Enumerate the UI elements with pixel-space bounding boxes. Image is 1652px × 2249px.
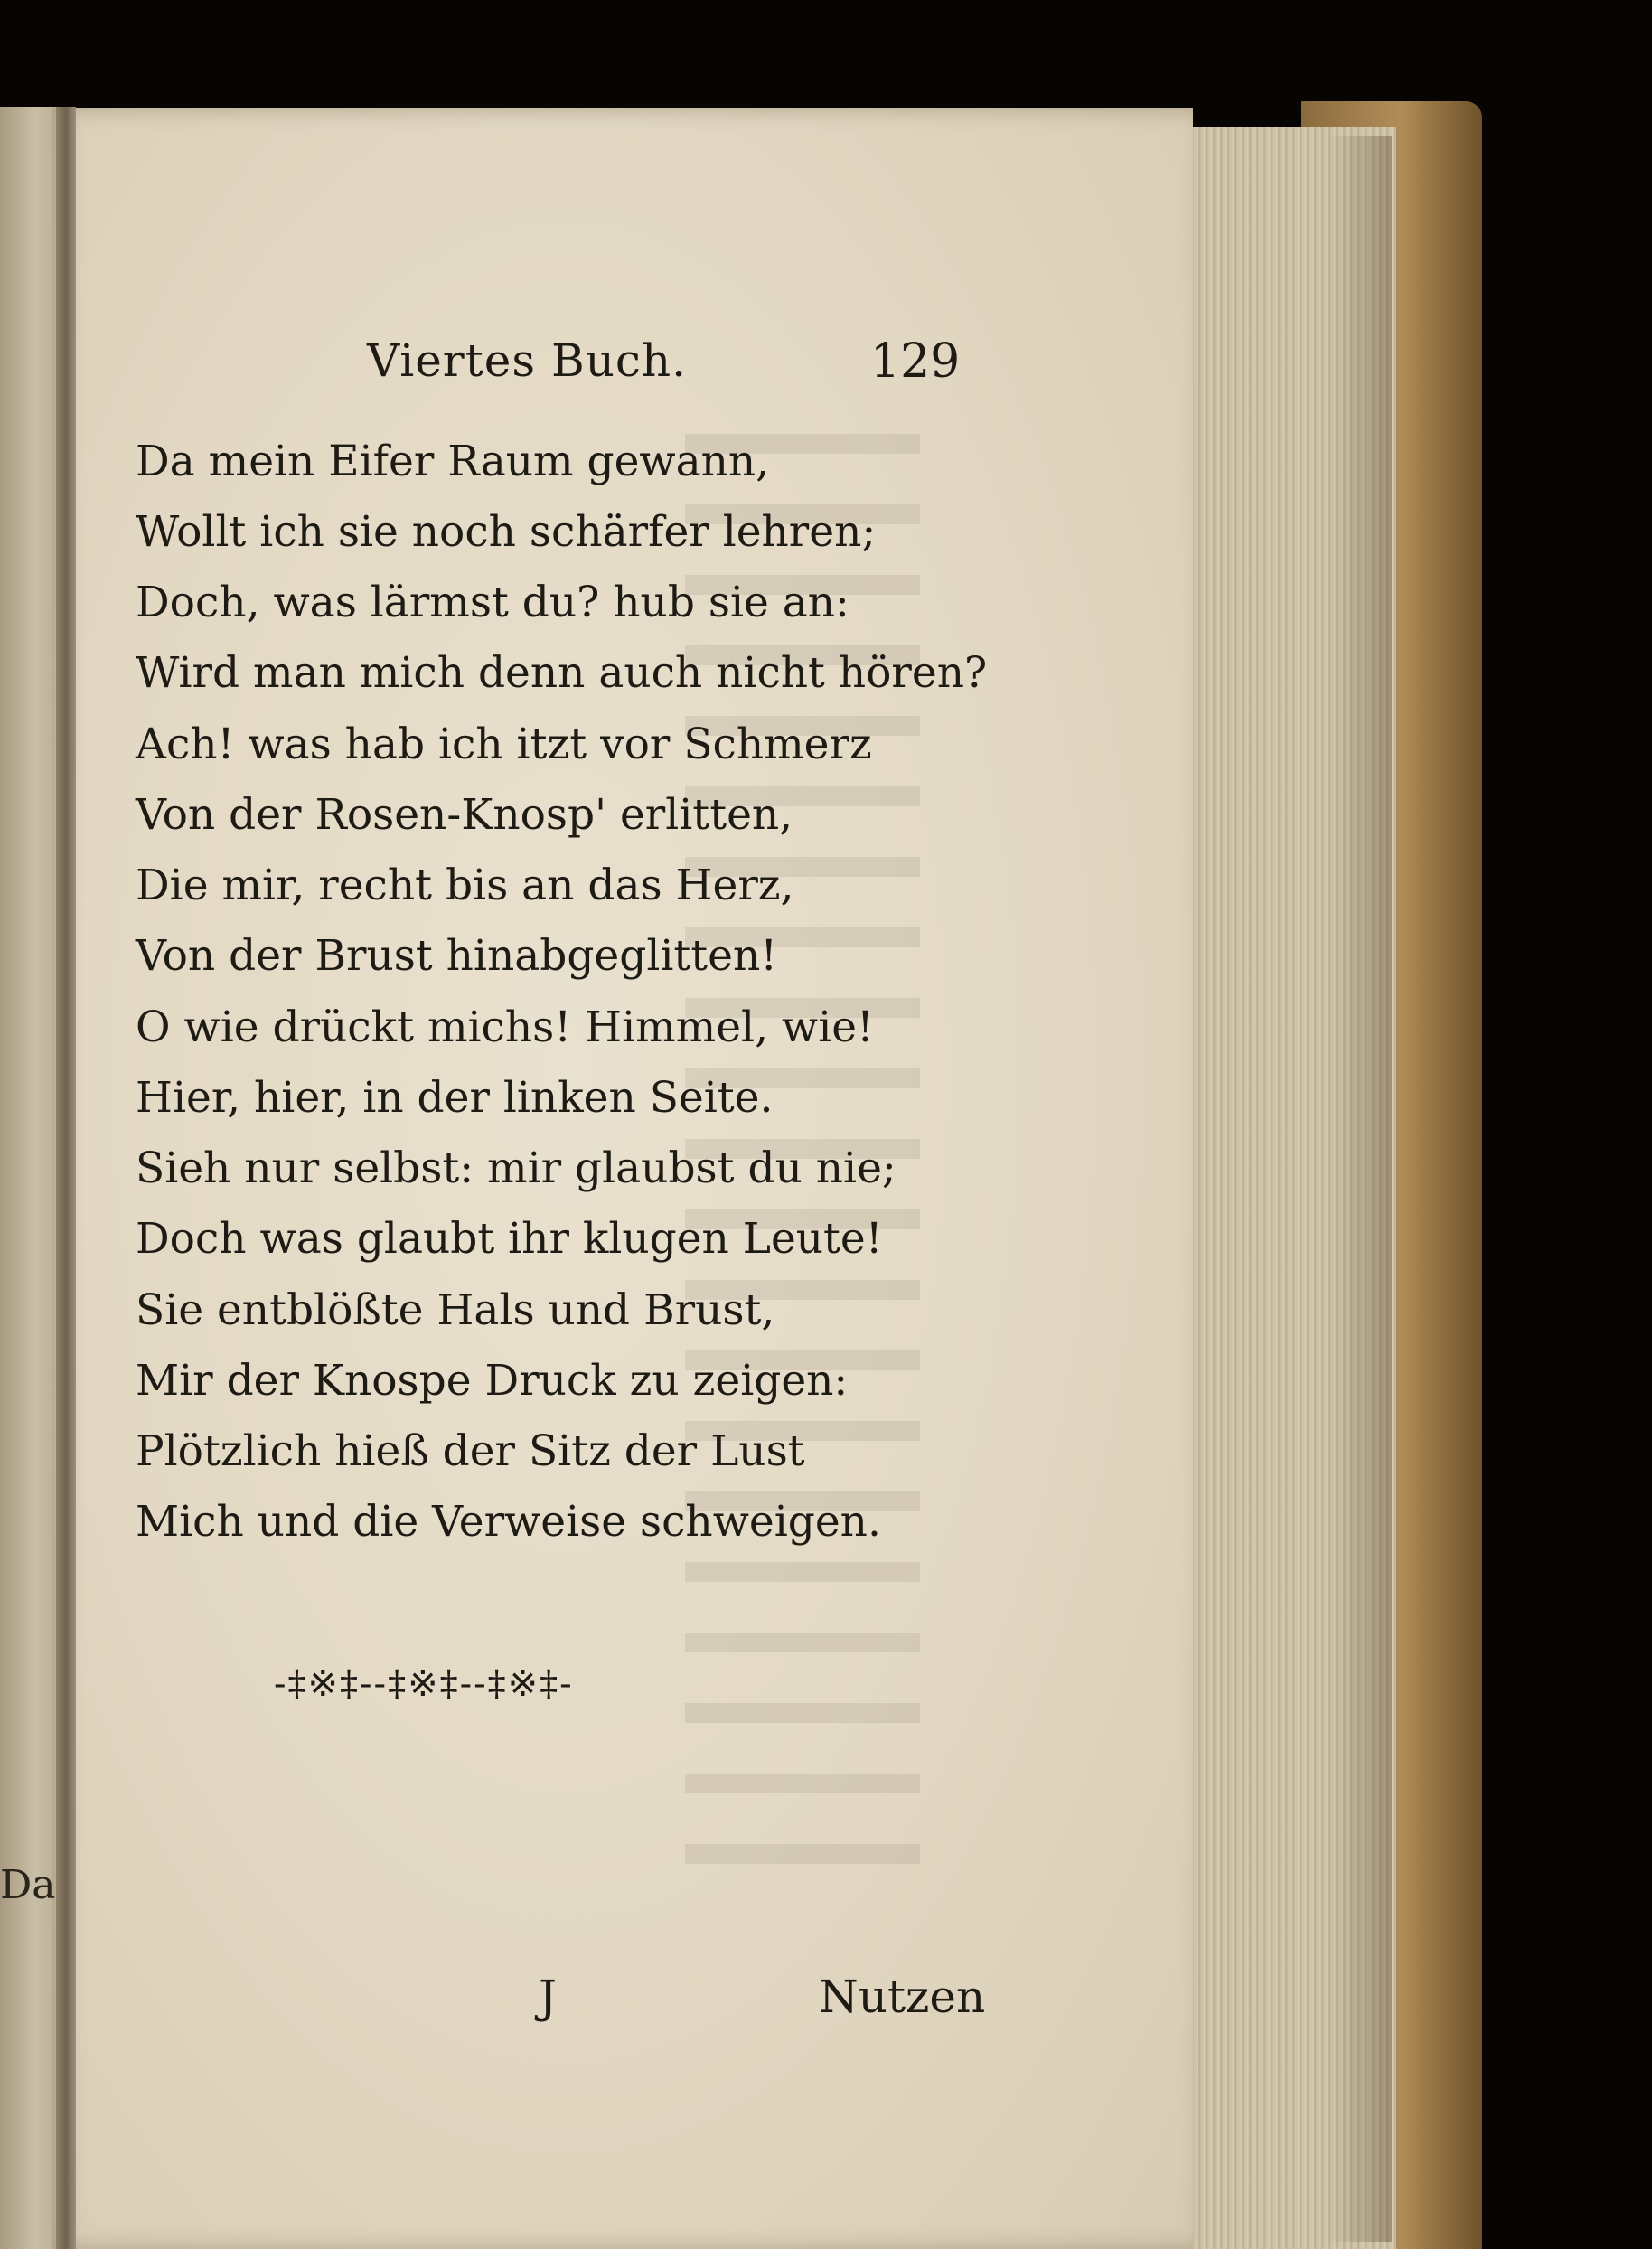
book-gutter <box>56 107 76 2249</box>
verse-line: Wollt ich sie noch schärfer lehren; <box>136 507 877 557</box>
verse-line: O wie drückt michs! Himmel, wie! <box>136 1002 874 1052</box>
verse-line: Mich und die Verweise schweigen. <box>136 1497 881 1547</box>
running-head: Viertes Buch. <box>367 334 687 387</box>
verse-line: Plötzlich hieß der Sitz der Lust <box>136 1426 805 1476</box>
stanza-1 <box>136 427 987 709</box>
ornament-divider: -‡※‡--‡※‡--‡※‡- <box>274 1663 574 1705</box>
catchword: Nutzen <box>819 1971 986 2023</box>
verse-line: Von der Rosen-Knosp' erlitten, <box>136 790 793 840</box>
verse-line: Sieh nur selbst: mir glaubst du nie; <box>136 1143 896 1193</box>
book-page <box>52 108 1193 2249</box>
verse-line: Hier, hier, in der linken Seite. <box>136 1073 774 1123</box>
verse-line: Mir der Knospe Druck zu zeigen: <box>136 1356 849 1406</box>
verse-line: Sie entblößte Hals und Brust, <box>136 1285 775 1335</box>
verse-line: Wird man mich denn auch nicht hören? <box>136 648 988 698</box>
verse-line: Die mir, recht bis an das Herz, <box>136 861 794 910</box>
verse-line: Ach! was hab ich itzt vor Schmerz <box>136 720 872 769</box>
verse-line: Von der Brust hinabgeglitten! <box>136 931 778 981</box>
verse-line: Doch, was lärmst du? hub sie an: <box>136 578 849 627</box>
left-page-catchword: Da <box>0 1862 56 1908</box>
verse-line: Da mein Eifer Raum gewann, <box>136 437 770 486</box>
page-number: 129 <box>870 334 961 389</box>
page-edges-shadow <box>1328 136 1392 2242</box>
stanza-3 <box>136 993 896 1275</box>
stanza-2 <box>136 710 872 992</box>
signature-mark: J <box>539 1971 558 2023</box>
verse-line: Doch was glaubt ihr klugen Leute! <box>136 1214 883 1264</box>
stanza-4 <box>136 1275 881 1557</box>
